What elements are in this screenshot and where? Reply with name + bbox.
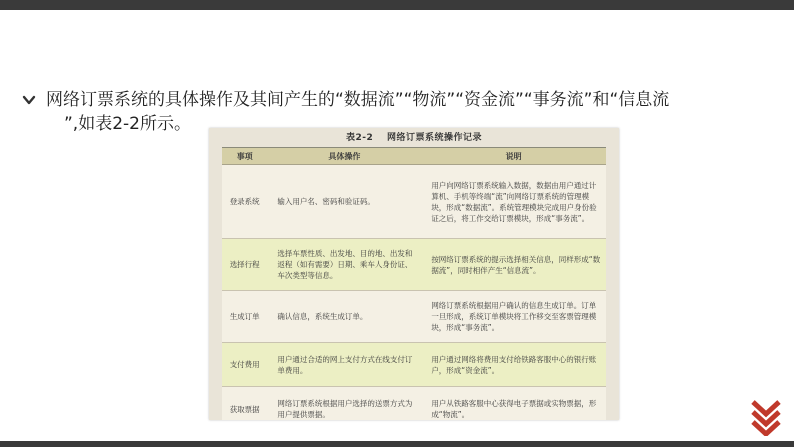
table-row [222,239,606,291]
table-row [222,165,606,239]
cell-item: 生成订单 [222,291,267,343]
table-title: 网络订票系统操作记录 [386,133,482,143]
cell-operation: 用户通过合适的网上支付方式在线支付订单费用。 [267,343,421,387]
cell-operation: 网络订票系统根据用户选择的送票方式为用户提供票据。 [267,387,421,421]
cell-description: 用户从铁路客服中心获得电子票据或实物票据，形成“物流”。 [421,387,606,421]
top-bar [0,0,794,10]
table-caption [209,130,619,143]
table-photo [209,128,619,420]
cell-description: 网络订票系统根据用户确认的信息生成订单。订单一旦形成，系统订单模块将工作移交至客票管理模块，形成“事务流”。 [421,291,606,343]
chevron-down-icon [22,93,36,107]
cell-item: 获取票据 [222,387,267,421]
cell-description: 用户通过网络将费用支付给铁路客服中心的银行账户，形成“资金流”。 [421,343,606,387]
cell-item: 登录系统 [222,165,267,239]
table-row [222,291,606,343]
cell-operation: 输入用户名、密码和验证码。 [267,165,421,239]
bullet-text-line1: 网络订票系统的具体操作及其间产生的“数据流”“物流”“资金流”“事务流”和“信息流 [46,90,670,110]
cell-operation: 确认信息，系统生成订单。 [267,291,421,343]
table-row [222,343,606,387]
bottom-bar [0,441,794,447]
bullet-text-line2: ”,如表2-2所示。 [64,114,191,134]
header-item: 事项 [222,148,267,165]
cell-description: 用户向网络订票系统输入数据，数据由用户通过计算机、手机等终端“流”向网络订票系统的管理模块，形成“数据流”。系统管理模块完成用户身份验证之后，将工作交给订票模块，形成“事务流”。 [421,165,606,239]
cell-description: 按网络订票系统的提示选择相关信息，同样形成“数据流”，同时相伴产生“信息流”。 [421,239,606,291]
table-header-row [222,148,606,165]
table-number: 表2-2 [346,133,374,143]
cell-item: 支付费用 [222,343,267,387]
cell-item: 选择行程 [222,239,267,291]
header-description: 说明 [421,148,606,165]
header-operation: 具体操作 [267,148,421,165]
cell-operation: 选择车票性质、出发地、目的地、出发和返程（如有需要）日期、乘车人身份证、车次类型等信息。 [267,239,421,291]
operation-record-table [222,147,606,420]
double-chevron-down-icon[interactable] [750,398,782,436]
table-row [222,387,606,421]
